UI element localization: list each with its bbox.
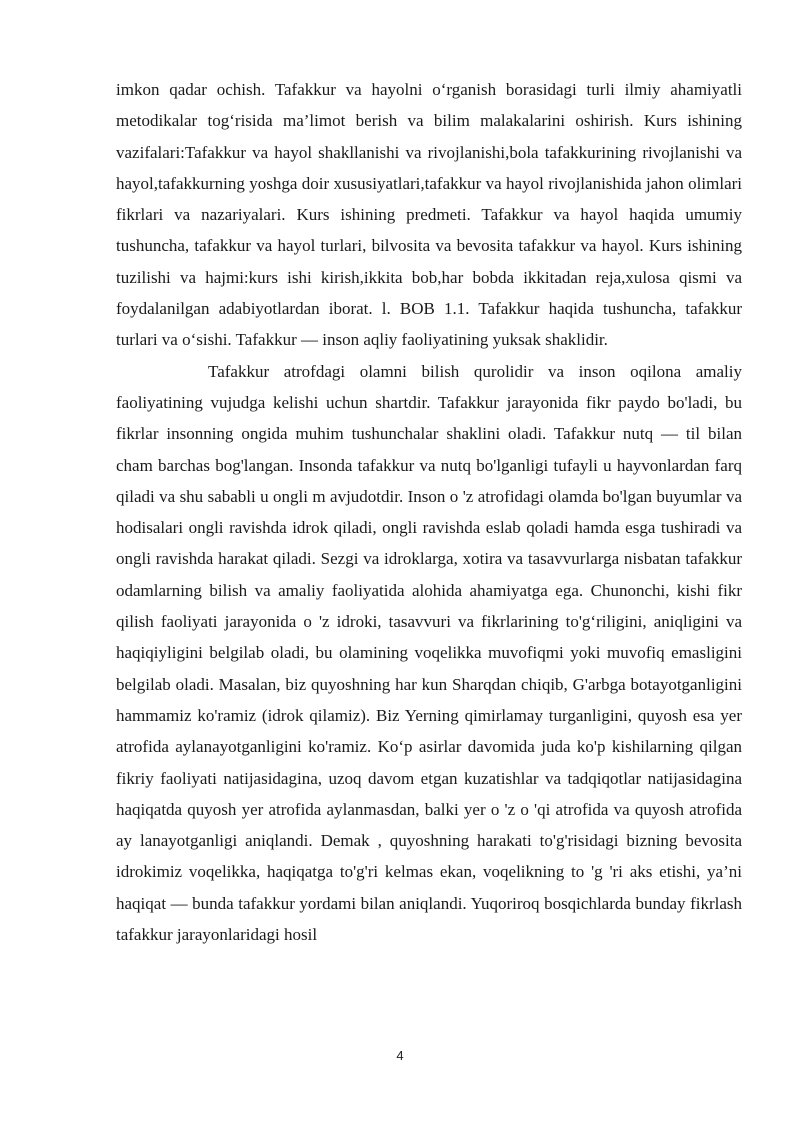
document-page — [116, 74, 742, 950]
paragraph-1: imkon qadar ochish. Tafakkur va hayolni o‘rganish borasidagi turli ilmiy ahamiyatli metodikalar tog‘risida ma’limot berish va bilim malakalarini oshirish. Kurs ishining vazifalari:Tafakkur va hayol shakllanishi va rivojlanishi,bola tafakkurining rivojlanishi va hayol,tafakkurning yoshga doir xususiyatlari,tafakkur va hayol rivojlanishida jahon olimlari fikrlari va nazariyalari. Kurs ishining predmeti. Tafakkur va hayol haqida umumiy tushuncha, tafakkur va hayol turlari, bilvosita va bevosita tafakkur va hayol. Kurs ishining tuzilishi va hajmi:kurs ishi kirish,ikkita bob,har bobda ikkitadan reja,xulosa qismi va foydalanilgan adabiyotlardan iborat. l. BOB 1.1. Tafakkur haqida tushuncha, tafakkur turlari va o‘sishi. Tafakkur — inson aqliy faoliyatining yuksak shaklidir. — [116, 80, 742, 350]
page-number: 4 — [396, 1048, 404, 1063]
paragraph-2: Tafakkur atrofdagi olamni bilish qurolidir va inson oqilona amaliy faoliyatining vujudga kelishi uchun shartdir. Tafakkur jarayonida fikr paydo bo'ladi, bu fikrlar insonning ongida muhim tushunchalar shaklini oladi. Tafakkur nutq — til bilan cham barchas bog'langan. Insonda tafakkur va nutq bo'lganligi tufayli u hayvonlardan farq qiladi va shu sababli u ongli m avjudotdir. Inson o 'z atrofidagi olamda bo'lgan buyumlar va hodisalari ongli ravishda idrok qiladi, ongli ravishda eslab qoladi hamda esga tushiradi va ongli ravishda harakat qiladi. Sezgi va idroklarga, xotira va tasavvurlarga nisbatan tafakkur odamlarning bilish va amaliy faoliyatida alohida ahamiyatga ega. Chunonchi, kishi fikr qilish faoliyati jarayonida o 'z idroki, tasavvuri va fikrlarining to'g‘riligini, aniqligini va haqiqiyligini belgilab oladi, bu olamining voqelikka muvofiqmi yoki muvofiq emasligini belgilab oladi. Masalan, biz quyoshning har kun Sharqdan chiqib, G'arbga botayotganligini hammamiz ko'ramiz (idrok qilamiz). Biz Yerning qimirlamay turganligini, quyosh esa yer atrofida aylanayotganligini ko'ramiz. Ko‘p asirlar davomida juda ko'p kishilarning qilgan fikriy faoliyati natijasidagina, uzoq davom etgan kuzatishlar va tadqiqotlar natijasidagina haqiqatda quyosh yer atrofida aylanmasdan, balki yer o 'z o 'qi atrofida va quyosh atrofida ay lanayotganligi aniqlandi. Demak , quyoshning harakati to'g'risidagi bizning bevosita idrokimiz voqelikka, haqiqatga to'g'ri kelmas ekan, voqelikning to 'g 'ri aks etishi, ya’ni haqiqat — bunda tafakkur yordami bilan aniqlandi. Yuqoriroq bosqichlarda bunday fikrlash tafakkur jarayonlaridagi hosil — [116, 361, 742, 945]
